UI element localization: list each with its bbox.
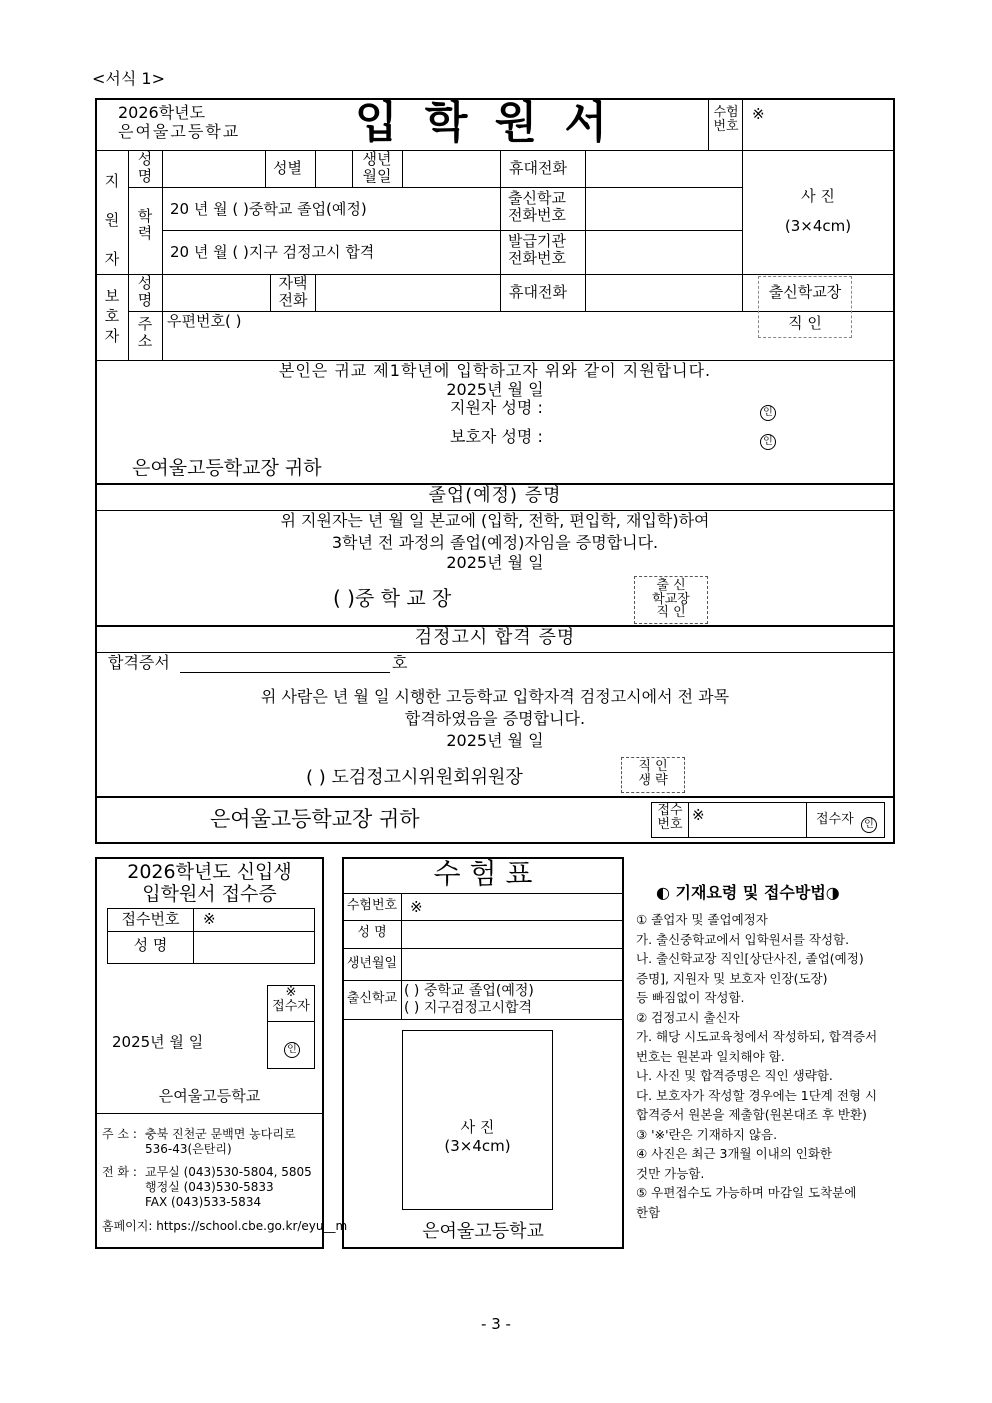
bottom-addressee: 은여울고등학교장 귀하	[210, 807, 420, 831]
form-title: 입 학 원 서	[355, 97, 613, 148]
instruction-item: ③ '※'란은 기재하지 않음.	[636, 1126, 778, 1142]
exam-no-label: 수험 번호	[713, 105, 739, 135]
page-number: - 3 -	[481, 1315, 511, 1333]
header-year: 2026학년도	[118, 103, 206, 122]
birth-label: 생년 월일	[362, 150, 392, 185]
receipt-no-label: 접수 번호	[657, 803, 683, 832]
ged-cert-suffix: 호	[392, 653, 408, 672]
receipt-card-receiver-label: ※ 접수자	[272, 985, 310, 1015]
exam-ticket-school-line-1: ( ) 중학교 졸업(예정)	[404, 983, 534, 999]
gender-label: 성별	[273, 159, 302, 177]
instructions-list	[636, 910, 898, 1222]
exam-ticket-birth-label: 생년월일	[346, 956, 398, 971]
home-phone-label: 자택 전화	[278, 274, 308, 309]
graduation-line-1: 위 지원자는 년 월 일 본교에 (입학, 전학, 편입학, 재입학)하여	[280, 511, 710, 530]
receipt-card-phone-label: 전 화 :	[102, 1165, 137, 1179]
instruction-item: 나. 출신학교장 직인[상단사진, 졸업(예정)	[636, 951, 864, 966]
exam-ticket-no-label: 수험번호	[346, 898, 398, 913]
receipt-card-addr-label: 주 소 :	[102, 1127, 137, 1141]
receipt-card-title-1: 2026학년도 신입생	[127, 861, 292, 883]
receipt-card-seal-icon: 인	[284, 1042, 300, 1058]
instructions-title: ◐ 기재요령 및 접수방법◑	[656, 883, 840, 902]
education-line-2: 20 년 월 ( )지구 검정고시 합격	[170, 243, 375, 261]
receiver-label: 접수자	[816, 812, 854, 827]
form-label: <서식 1>	[92, 69, 165, 88]
applicant-seal-icon: 인	[760, 405, 776, 421]
receipt-card-name-label: 성 명	[133, 936, 168, 954]
receipt-card-phone-1: 교무실 (043)530-5804, 5805	[145, 1165, 312, 1179]
receipt-card-date: 2025년 월 일	[112, 1033, 204, 1051]
receipt-card-no-label: 접수번호	[121, 910, 180, 928]
graduation-line-2: 3학년 전 과정의 졸업(예정)자임을 증명합니다.	[331, 533, 659, 552]
exam-ticket-photo-label: 사 진	[460, 1118, 495, 1136]
guardian-sign-label: 보호자 성명 :	[450, 427, 543, 446]
declaration-text: 본인은 귀교 제1학년에 입학하고자 위와 같이 지원합니다.	[278, 361, 712, 380]
declaration-date: 2025년 월 일	[446, 380, 544, 399]
school-phone-label: 출신학교 전화번호	[508, 189, 566, 224]
declaration-addressee: 은여울고등학교장 귀하	[132, 457, 322, 479]
receipt-card-school: 은여울고등학교	[158, 1087, 261, 1105]
ged-line-1: 위 사람은 년 월 일 시행한 고등학교 입학자격 검정고시에서 전 과목	[260, 687, 730, 706]
receipt-card-no-value: ※	[203, 910, 216, 928]
instruction-item: ⑤ 우편접수도 가능하며 마감일 도착분에	[636, 1185, 857, 1200]
applicant-side-label: 지 원 자	[104, 172, 120, 268]
ged-line-2: 합격하였음을 증명합니다.	[404, 709, 586, 728]
ged-committee: ( ) 도검정고시위원회위원장	[306, 767, 523, 788]
receipt-card-addr-2: 536-43(은탄리)	[145, 1142, 232, 1156]
receiver-seal-icon: 인	[861, 817, 877, 833]
instruction-item: ① 졸업자 및 졸업예정자	[636, 912, 768, 927]
ged-title: 검정고시 합격 증명	[414, 627, 576, 648]
graduation-stamp: 출 신 학교장 직 인	[634, 576, 708, 624]
instruction-item: 것만 가능함.	[636, 1165, 705, 1181]
guardian-seal-icon: 인	[760, 434, 776, 450]
exam-no-value: ※	[752, 105, 765, 123]
education-label: 학 력	[137, 207, 153, 242]
photo-size: (3×4cm)	[784, 217, 852, 235]
ged-cert-label: 합격증서	[108, 653, 170, 672]
applicant-mobile-label: 휴대전화	[509, 159, 567, 177]
receipt-card-phone-2: 행정실 (043)530-5833	[145, 1180, 274, 1194]
issuer-phone-label: 발급기관 전화번호	[508, 232, 566, 267]
instruction-item: 등 빠짐없이 작성함.	[636, 990, 745, 1005]
receipt-no-value: ※	[692, 806, 705, 824]
photo-label: 사 진	[801, 187, 835, 205]
graduation-title: 졸업(예정) 증명	[428, 485, 562, 506]
exam-ticket-photo-size: (3×4cm)	[444, 1137, 511, 1155]
postal-code: 우편번호( )	[167, 312, 242, 330]
instruction-item: ② 검정고시 출신자	[636, 1009, 740, 1025]
instruction-item: 가. 해당 시도교육청에서 작성하되, 합격증서	[636, 1029, 878, 1044]
guardian-mobile-label: 휴대전화	[509, 283, 567, 301]
education-line-1: 20 년 월 ( )중학교 졸업(예정)	[170, 200, 367, 218]
exam-ticket-no-value: ※	[410, 898, 423, 916]
exam-ticket-title: 수 험 표	[433, 857, 533, 890]
receipt-card-title-2: 입학원서 접수증	[142, 883, 277, 905]
instruction-item: 다. 보호자가 작성할 경우에는 1단계 전형 시	[636, 1087, 878, 1103]
exam-ticket-school-label: 출신학교	[346, 991, 398, 1006]
instruction-item: 번호는 원본과 일치해야 함.	[636, 1048, 785, 1064]
exam-ticket-name-label: 성 명	[357, 925, 387, 940]
guardian-side-label: 보 호 자	[104, 287, 120, 345]
ged-stamp: 직 인 생 략	[621, 757, 685, 793]
receipt-card-homepage: 홈페이지: https://school.cbe.go.kr/eyu__m	[102, 1219, 348, 1233]
ged-date: 2025년 월 일	[446, 731, 544, 750]
instruction-item: 증명], 지원자 및 보호자 인장(도장)	[636, 970, 828, 986]
exam-ticket-school: 은여울고등학교	[422, 1221, 544, 1242]
graduation-principal: ( )중 학 교 장	[333, 586, 452, 610]
principal-stamp-label: 출신학교장	[768, 283, 842, 301]
header-school: 은여울고등학교	[118, 122, 241, 141]
address-label: 주 소	[137, 315, 153, 350]
guardian-name-label: 성 명	[137, 274, 153, 309]
instruction-item: 한함	[636, 1204, 661, 1220]
applicant-name-label: 성 명	[137, 150, 153, 185]
graduation-date: 2025년 월 일	[446, 553, 544, 572]
instruction-item: ④ 사진은 최근 3개월 이내의 인화한	[636, 1146, 833, 1161]
principal-seal-label: 직 인	[788, 314, 822, 332]
instruction-item: 나. 사진 및 합격증명은 직인 생략함.	[636, 1068, 833, 1083]
instruction-item: 합격증서 원본을 제출함(원본대조 후 반환)	[636, 1107, 867, 1122]
receipt-card-addr-1: 충북 진천군 문백면 농다리로	[145, 1127, 296, 1141]
exam-ticket-school-line-2: ( ) 지구검정고시합격	[404, 1000, 533, 1016]
applicant-sign-label: 지원자 성명 :	[450, 398, 543, 417]
instruction-item: 가. 출신중학교에서 입학원서를 작성함.	[636, 931, 850, 947]
receipt-card-fax: FAX (043)533-5834	[145, 1195, 262, 1209]
